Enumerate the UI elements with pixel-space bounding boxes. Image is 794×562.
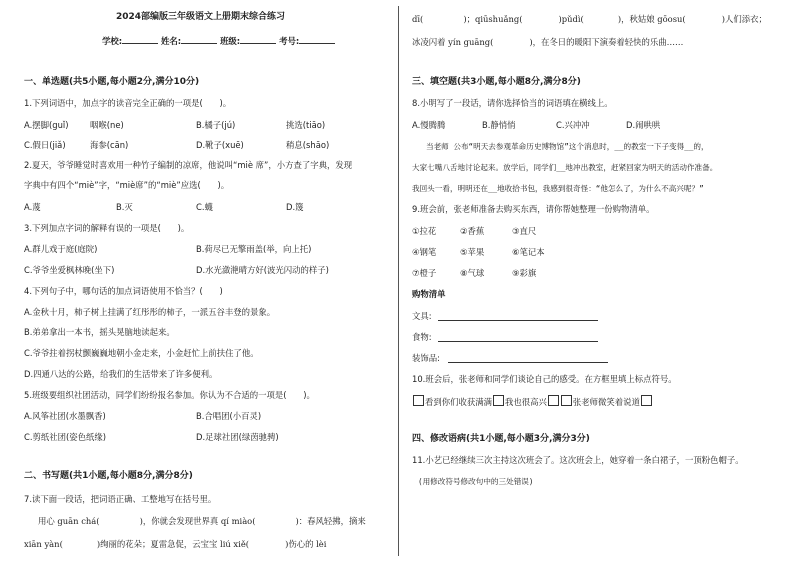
q10-box-4[interactable] (561, 395, 572, 406)
q10-sentence: 看到你们收获满满 我也很高兴 张老师微笑着说道 (412, 395, 653, 408)
shopping-list-title: 购物清单 (412, 289, 446, 299)
q1-option-c1[interactable]: C.假日(jiǎ) (24, 140, 66, 150)
q9-item-7: ⑦橙子 (412, 268, 437, 278)
q8-passage-line1: 当老师 公布“明天去参观革命历史博物馆”这个消息时，__的教室一下子变得__的， (426, 142, 709, 151)
q4-option-c[interactable]: C.爷爷拄着拐杖颤巍巍地朝小金走来，小金赶忙上前扶住了他。 (24, 348, 259, 358)
q7-passage-line2: xiān yàn( )绚丽的花朵；夏雷急促，云宝宝 liú xiě( )伤心的 lèi (24, 539, 327, 549)
section1-title: 一、单选题(共5小题,每小题2分,满分10分) (24, 77, 200, 87)
q9-item-9: ⑨彩旗 (512, 268, 537, 278)
q8-passage-line2: 大家七嘴八舌地讨论起来。放学后，同学们__地冲出教室，赶紧回家为明天的活动作准备。 (412, 163, 718, 172)
q9-item-8: ⑧气球 (460, 268, 485, 278)
q2-option-b[interactable]: B.灭 (116, 202, 133, 212)
q2-stem-line2: 字典中有四个“miè”字，“miè席”的“miè”应选( )。 (24, 180, 230, 190)
q8-option-a[interactable]: A.慢腾腾 (412, 120, 446, 130)
q5-option-d[interactable]: D.足球社团(绿茵驰骋) (196, 432, 279, 442)
q11-stem: 11.小艺已经继续三次主持这次班会了。这次班会上，她穿着一条白裙子，一顶粉色帽子。 (412, 455, 744, 465)
q4-option-b[interactable]: B.弟弟拿出一本书，摇头晃脑地读起来。 (24, 327, 175, 337)
decor-blank[interactable] (448, 362, 608, 363)
name-blank[interactable] (181, 34, 217, 44)
q9-item-4: ④钢笔 (412, 247, 437, 257)
q7-stem: 7.读下面一段话，把词语正确、工整地写在括号里。 (24, 494, 217, 504)
column-divider (398, 6, 399, 556)
q1-option-d1[interactable]: D.靴子(xuē) (196, 140, 244, 150)
q3-option-c[interactable]: C.爷爷坐爱枫林晚(坐下) (24, 265, 115, 275)
q4-stem: 4.下列句子中，哪句话的加点词语使用不恰当？( ) (24, 286, 223, 296)
section2-title: 二、书写题(共1小题,每小题8分,满分8分) (24, 471, 193, 481)
q2-option-d[interactable]: D.篾 (286, 202, 304, 212)
q9-item-2: ②香蕉 (460, 226, 485, 236)
q5-option-a[interactable]: A.风筝社团(水墨飘香) (24, 411, 106, 421)
q9-item-5: ⑤苹果 (460, 247, 485, 257)
list-label-decor: 装饰品: (412, 353, 440, 363)
section4-title: 四、修改语病(共1小题,每小题3分,满分3分) (412, 434, 590, 444)
q1-stem: 1.下列词语中，加点字的读音完全正确的一项是( )。 (24, 98, 232, 108)
q8-option-c[interactable]: C.兴冲冲 (556, 120, 590, 130)
list-label-stationery: 文具: (412, 311, 432, 321)
school-blank[interactable] (122, 34, 158, 44)
q3-stem: 3.下列加点字词的解释有误的一项是( )。 (24, 223, 190, 233)
exam-title: 2024部编版三年级语文上册期末综合练习 (116, 12, 286, 22)
q2-option-c[interactable]: C.蠛 (196, 202, 213, 212)
q2-stem-line1: 2.夏天，爷爷睡觉时喜欢用一种竹子编制的凉席，他说叫“miè 席”，小方查了字典，发现 (24, 160, 353, 170)
q8-stem: 8.小明写了一段话，请你选择恰当的词语填在横线上。 (412, 98, 613, 108)
q10-box-2[interactable] (493, 395, 504, 406)
q1-option-d2: 稍息(shāo) (286, 140, 330, 150)
q1-option-b2: 挑选(tiāo) (286, 120, 326, 130)
q10-box-5[interactable] (641, 395, 652, 406)
stationery-blank[interactable] (438, 320, 598, 321)
q7-passage-line4: 冰凌闪着 yín guāng( )，在冬日的暖阳下演奏着轻快的乐曲…… (412, 37, 684, 47)
q5-option-c[interactable]: C.剪纸社团(姿色纸缘) (24, 432, 107, 442)
list-label-food: 食物: (412, 332, 432, 342)
q7-passage-line3: dī( )；qiūshuǎng( )pǔdì( )，秋姑娘 gōosu( )人们添衣； (412, 14, 767, 24)
q1-option-b1[interactable]: B.橘子(jú) (196, 120, 236, 130)
q8-option-d[interactable]: D.闹哄哄 (626, 120, 661, 130)
q10-stem: 10.班会后，张老师和同学们谈论自己的感受。在方框里填上标点符号。 (412, 374, 677, 384)
q5-option-b[interactable]: B.合唱团(小百灵) (196, 411, 262, 421)
q8-passage-line3: 我回头一看，明明还在__地收拾书包，我感到很奇怪：“他怎么了，为什么不高兴呢？” (412, 184, 704, 193)
q10-box-3[interactable] (548, 395, 559, 406)
q9-item-3: ③直尺 (512, 226, 537, 236)
class-blank[interactable] (240, 34, 276, 44)
q4-option-a[interactable]: A.金秋十月，柿子树上挂满了红彤彤的柿子，一派五谷丰登的景象。 (24, 307, 276, 317)
q9-stem: 9.班会前，张老师准备去购买东西，请你帮她整理一份购物清单。 (412, 204, 655, 214)
q9-item-1: ①拉花 (412, 226, 437, 236)
q1-option-a2: 咽喉(ne) (90, 120, 124, 130)
q1-option-a1[interactable]: A.摆脚(guǐ) (24, 120, 69, 130)
section3-title: 三、填空题(共3小题,每小题8分,满分8分) (412, 77, 581, 87)
q10-box-1[interactable] (413, 395, 424, 406)
q3-option-a[interactable]: A.群儿戏于庭(庭院) (24, 244, 98, 254)
q5-stem: 5.班级要组织社团活动，同学们纷纷报名参加。你认为不合适的一项是( )。 (24, 390, 315, 400)
q8-option-b[interactable]: B.静悄悄 (482, 120, 516, 130)
q7-passage-line1: 用心 guān chá( )，你就会发现世界真 qí miào( )：春风轻拂，摘来 (38, 516, 366, 526)
exam-no-blank[interactable] (299, 34, 335, 44)
food-blank[interactable] (438, 341, 598, 342)
q4-option-d[interactable]: D.四通八达的公路，给我们的生活带来了许多便利。 (24, 369, 218, 379)
q9-item-6: ⑥笔记本 (512, 247, 545, 257)
q3-option-b[interactable]: B.荷尽已无擎雨盖(举，向上托) (196, 244, 312, 254)
q2-option-a[interactable]: A.蔑 (24, 202, 41, 212)
student-info-row: 学校: 姓名: 班级: 考号: (102, 34, 335, 47)
q3-option-d[interactable]: D.水光潋滟晴方好(波光闪动的样子) (196, 265, 329, 275)
q11-note: (用修改符号修改句中的三处错误) (418, 477, 534, 486)
q1-option-c2: 海参(cān) (90, 140, 129, 150)
